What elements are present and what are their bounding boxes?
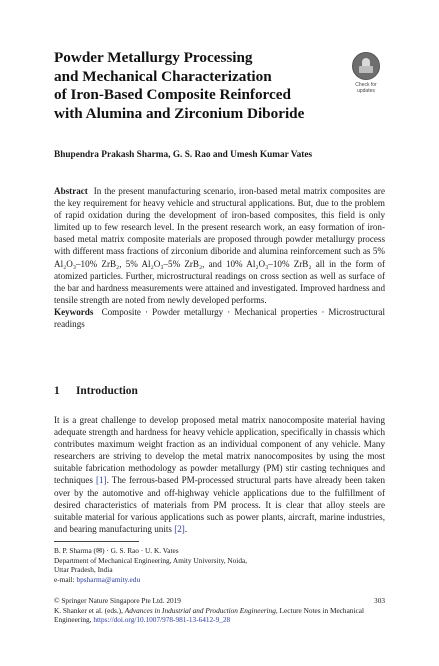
paper-title (54, 49, 334, 123)
keywords (54, 306, 385, 330)
book-editors: K. Shanker et al. (eds.), (54, 605, 123, 615)
affiliation-email-line (54, 575, 384, 585)
footnote-divider (54, 541, 139, 542)
section-heading (54, 385, 138, 397)
check-for-updates-badge[interactable] (350, 52, 382, 96)
citation-link-2[interactable]: [2] (174, 523, 185, 534)
abstract (54, 185, 385, 306)
section-title: Introduction (76, 385, 138, 397)
affiliation-location: Uttar Pradesh, India (54, 565, 113, 575)
affiliation-department: Department of Mechanical Engineering, Amity University, Noida, (54, 555, 248, 565)
email-label: e-mail: (54, 574, 75, 584)
intro-text-3: . (184, 523, 188, 534)
email-link[interactable]: bpsharma@amity.edu (76, 574, 141, 584)
badge-label-line-1: Check for (355, 82, 377, 88)
citation-link-1[interactable]: [1] (95, 475, 107, 486)
bookmark-icon (352, 52, 380, 80)
badge-label (350, 82, 382, 94)
abstract-text-2: all in the form of atomized particles. Further, microstructural readings on cross section as well as surface of the bar and hardness measurements were attained and investigated. Improved hardness and tensile strength are noted from newly developed performs. (54, 258, 385, 305)
intro-text-1: It is a great challenge to develop proposed metal matrix nanocomposite material having adequate strength and hardness for heavy vehicle application, specifically in chassis which contributes maximum weight fraction as an individual component of any vehicle. Many researchers are striving to develop the metal matrix nanocomposites by using the most suitable fabrication methodology as powder metallurgy (PM) stir casting techniques and techniques (54, 415, 385, 486)
abstract-label: Abstract (54, 186, 88, 196)
title-line-4: with Alumina and Zirconium Diboride (54, 104, 305, 122)
author-affiliation (54, 546, 384, 584)
copyright-line: © Springer Nature Singapore Pte Ltd. 2019 (54, 596, 181, 605)
page-number: 303 (374, 596, 385, 605)
book-title: Advances in Industrial and Production Engineering (124, 605, 276, 615)
copyright-notice (54, 596, 385, 625)
abstract-formula: 5% Al₂O₃–10% ZrB₂, 5% Al₂O₃–5% ZrB₂, and 10% Al₂O₃–10% ZrB₂ (54, 246, 385, 269)
abstract-text-1: In the present manufacturing scenario, iron-based metal matrix composites are the key requirement for heavy vehicle and structural applications. But, due to the problem of rapid oxidation during the development of iron-based composites, this field is only limited up to few research level. In the present research work, an easy formation of iron-based metal matrix composite materials are proposed through powder metallurgy process with different mass fractions of zirconium diboride and alumina reinforcement such as (54, 186, 386, 257)
intro-text-2: . The ferrous-based PM-processed structural parts have already been taken over by the automotive and off-highway vehicle applications due to the fulfillment of desired characteristics of materials from PM process. It is clear that alloy steels are suitable material for various applications such as power plants, aircraft, marine industries, and bearing manufacturing units (54, 475, 385, 534)
doi-link[interactable]: https://doi.org/10.1007/978-981-13-6412-9_28 (93, 615, 231, 625)
title-line-3: of Iron-Based Composite Reinforced (54, 86, 291, 103)
author-list: Bhupendra Prakash Sharma, G. S. Rao and Umesh Kumar Vates (54, 150, 313, 160)
citation-line (54, 606, 385, 625)
title-line-2: and Mechanical Characterization (54, 67, 272, 85)
affiliation-authors: B. P. Sharma (✉) · G. S. Rao · U. K. Vates (54, 546, 179, 555)
title-line-1: Powder Metallurgy Processing (54, 49, 253, 66)
keywords-label: Keywords (54, 307, 94, 317)
section-number: 1 (54, 385, 60, 397)
badge-label-line-2: updates (357, 88, 375, 94)
book-series: , Lecture Notes in Mechanical Engineering, (54, 605, 364, 625)
introduction-paragraph (54, 414, 385, 535)
keywords-text: Composite · Powder metallurgy · Mechanical properties · Microstructural readings (54, 307, 385, 330)
